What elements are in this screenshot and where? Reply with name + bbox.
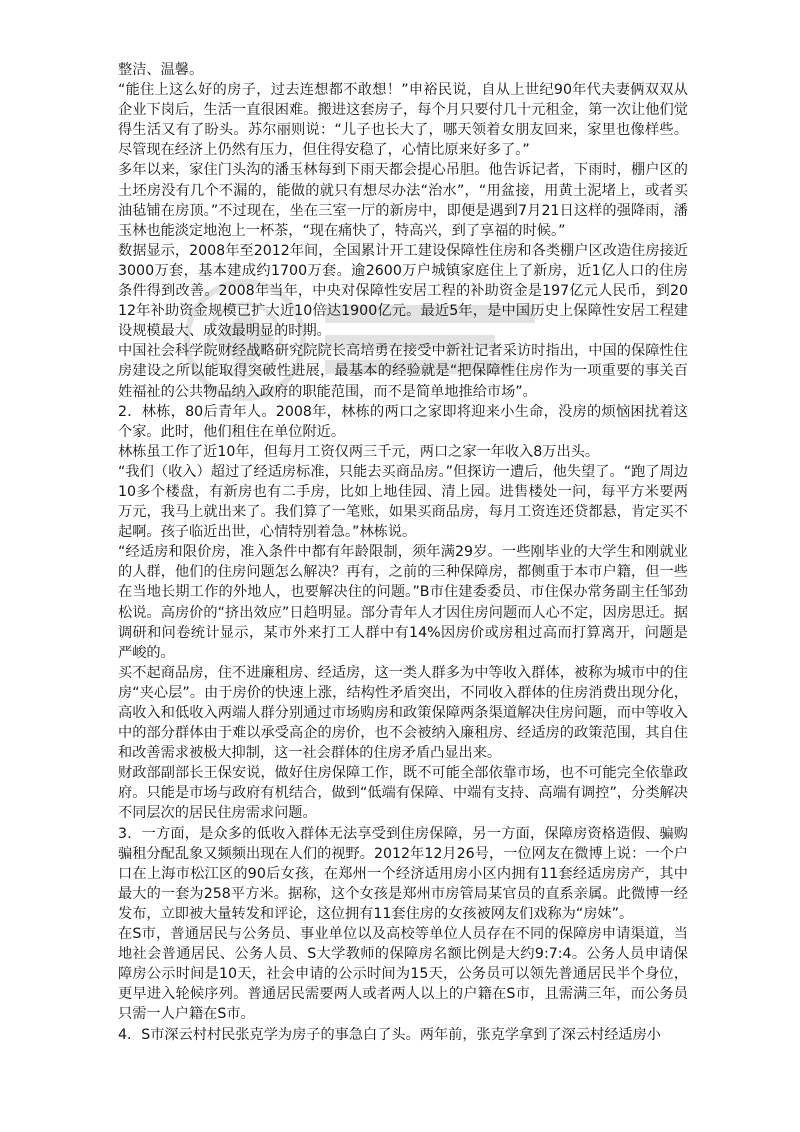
paragraph: “经适房和限价房，准入条件中都有年龄限制，须年满29岁。一些刚毕业的大学生和刚就业的人群，他们的住房问题怎么解决？再有，之前的三种保障房，都侧重于本市户籍，但一些在当地长期工作的外地人，也要解决住的问题。”B市住建委委员、市住保办常务副主任邹劲松说。高房价的“挤出效应”日趋明显。部分青年人才因住房问题而人心不定，因房思迁。据调研和问卷统计显示，某市外来打工人群中有14%因房价或房租过高而打算离开，问题是严峻的。 <box>118 544 688 661</box>
paragraph: 多年以来，家住门头沟的潘玉林每到下雨天都会提心吊胆。他告诉记者，下雨时，棚户区的土坯房没有几个不漏的，能做的就只有想尽办法“治水”，“用盆接，用黄土泥堵上，或者买油毡铺在房顶。”不过现在，坐在三室一厅的新房中，即便是遇到7月21日这样的强降雨，潘玉林也能淡定地泡上一杯茶，“现在痛快了，特高兴，到了享福的时候。” <box>118 162 688 239</box>
paragraph: 买不起商品房，住不进廉租房、经适房，这一类人群多为中等收入群体，被称为城市中的住房“夹心层”。由于房价的快速上涨，结构性矛盾突出，不同收入群体的住房消费出现分化，高收入和低收入两端人群分别通过市场购房和政策保障两条渠道解决住房问题，而中等收入中的部分群体由于难以承受高企的房价，也不会被纳入廉租房、经适房的政策范围，其自住和改善需求被极大抑制，这一社会群体的住房矛盾凸显出来。 <box>118 664 688 762</box>
paragraph: “我们（收入）超过了经适房标准，只能去买商品房。”但探访一遭后，他失望了。“跑了周边10多个楼盘，有新房也有二手房，比如上地佳园、清上园。进售楼处一问，每平方米要两万元，我马上就出来了。我们算了一笔账，如果买商品房，每月工资连还贷都悬，肯定买不起啊。孩子临近出世，心情特别着急。”林栋说。 <box>118 463 688 541</box>
article-text <box>118 60 688 1045</box>
paragraph: 中国社会科学院财经战略研究院院长高培勇在接受中新社记者采访时指出，中国的保障性住房建设之所以能取得突破性进展，最基本的经验就是“把保障性住房作为一项重要的事关百姓福祉的公共物品纳入政府的职能范围，而不是简单地推给市场”。 <box>118 343 688 400</box>
paragraph: 数据显示，2008年至2012年间，全国累计开工建设保障性住房和各类棚户区改造住房接近3000万套，基本建成约1700万套。逾2600万户城镇家庭住上了新房，近1亿人口的住房条件得到改善。2008年当年，中央对保障性安居工程的补助资金是197亿元人民币，到2012年补助资金规模已扩大近10倍达1900亿元。最近5年，是中国历史上保障性安居工程建设规模最大、成效最明显的时期。 <box>118 242 688 340</box>
paragraph: 林栋虽工作了近10年，但每月工资仅两三千元，两口之家一年收入8万出头。 <box>118 443 600 460</box>
paragraph: 财政部副部长王保安说，做好住房保障工作，既不可能全部依靠市场，也不可能完全依靠政府。只能是市场与政府有机结合，做到“低端有保障、中端有支持、高端有调控”，分类解决不同层次的居民住房需求问题。 <box>118 765 688 822</box>
paragraph: 在S市，普通居民与公务员、事业单位以及高校等单位人员存在不同的保障房申请渠道，当地社会普通居民、公务人员、S大学教师的保障房名额比例是大约9:7:4。公务人员申请保障房公示时间是10天，社会申请的公示时间为15天，公务员可以领先普通居民半个身位，更早进入轮候序列。普通居民需要两人或者两人以上的户籍在S市，且需满三年，而公务员只需一人户籍在S市。 <box>118 926 688 1023</box>
paragraph: 3．一方面，是众多的低收入群体无法享受到住房保障，另一方面，保障房资格造假、骗购骗租分配乱象又频频出现在人们的视野。2012年12月26号，一位网友在微博上说：一个户口在上海市松江区的90后女孩，在郑州一个经济适用房小区内拥有11套经适房房产，其中最大的一套为258平方米。据称，这个女孩是郑州市房管局某官员的直系亲属。此微博一经发布，立即被大量转发和评论，这位拥有11套住房的女孩被网友们戏称为“房妹”。 <box>118 825 688 922</box>
paragraph: “能住上这么好的房子，过去连想都不敢想！”申裕民说，自从上世纪90年代夫妻俩双双从企业下岗后，生活一直很困难。搬进这套房子，每个月只要付几十元租金，第一次让他们觉得生活又有了盼头。苏尔丽则说：“儿子也长大了，哪天领着女朋友回来，家里也像样些。尽管现在经济上仍然有压力，但住得安稳了，心情比原来好多了。” <box>118 82 688 159</box>
paragraph: 整洁、温馨。 <box>118 62 204 78</box>
paragraph: 4．S市深云村村民张克学为房子的事急白了头。两年前，张克学拿到了深云村经适房小 <box>118 1026 661 1043</box>
paragraph: 2．林栋，80后青年人。2008年，林栋的两口之家即将迎来小生命，没房的烦恼困扰着这个家。此时，他们租住在单位附近。 <box>118 403 688 440</box>
